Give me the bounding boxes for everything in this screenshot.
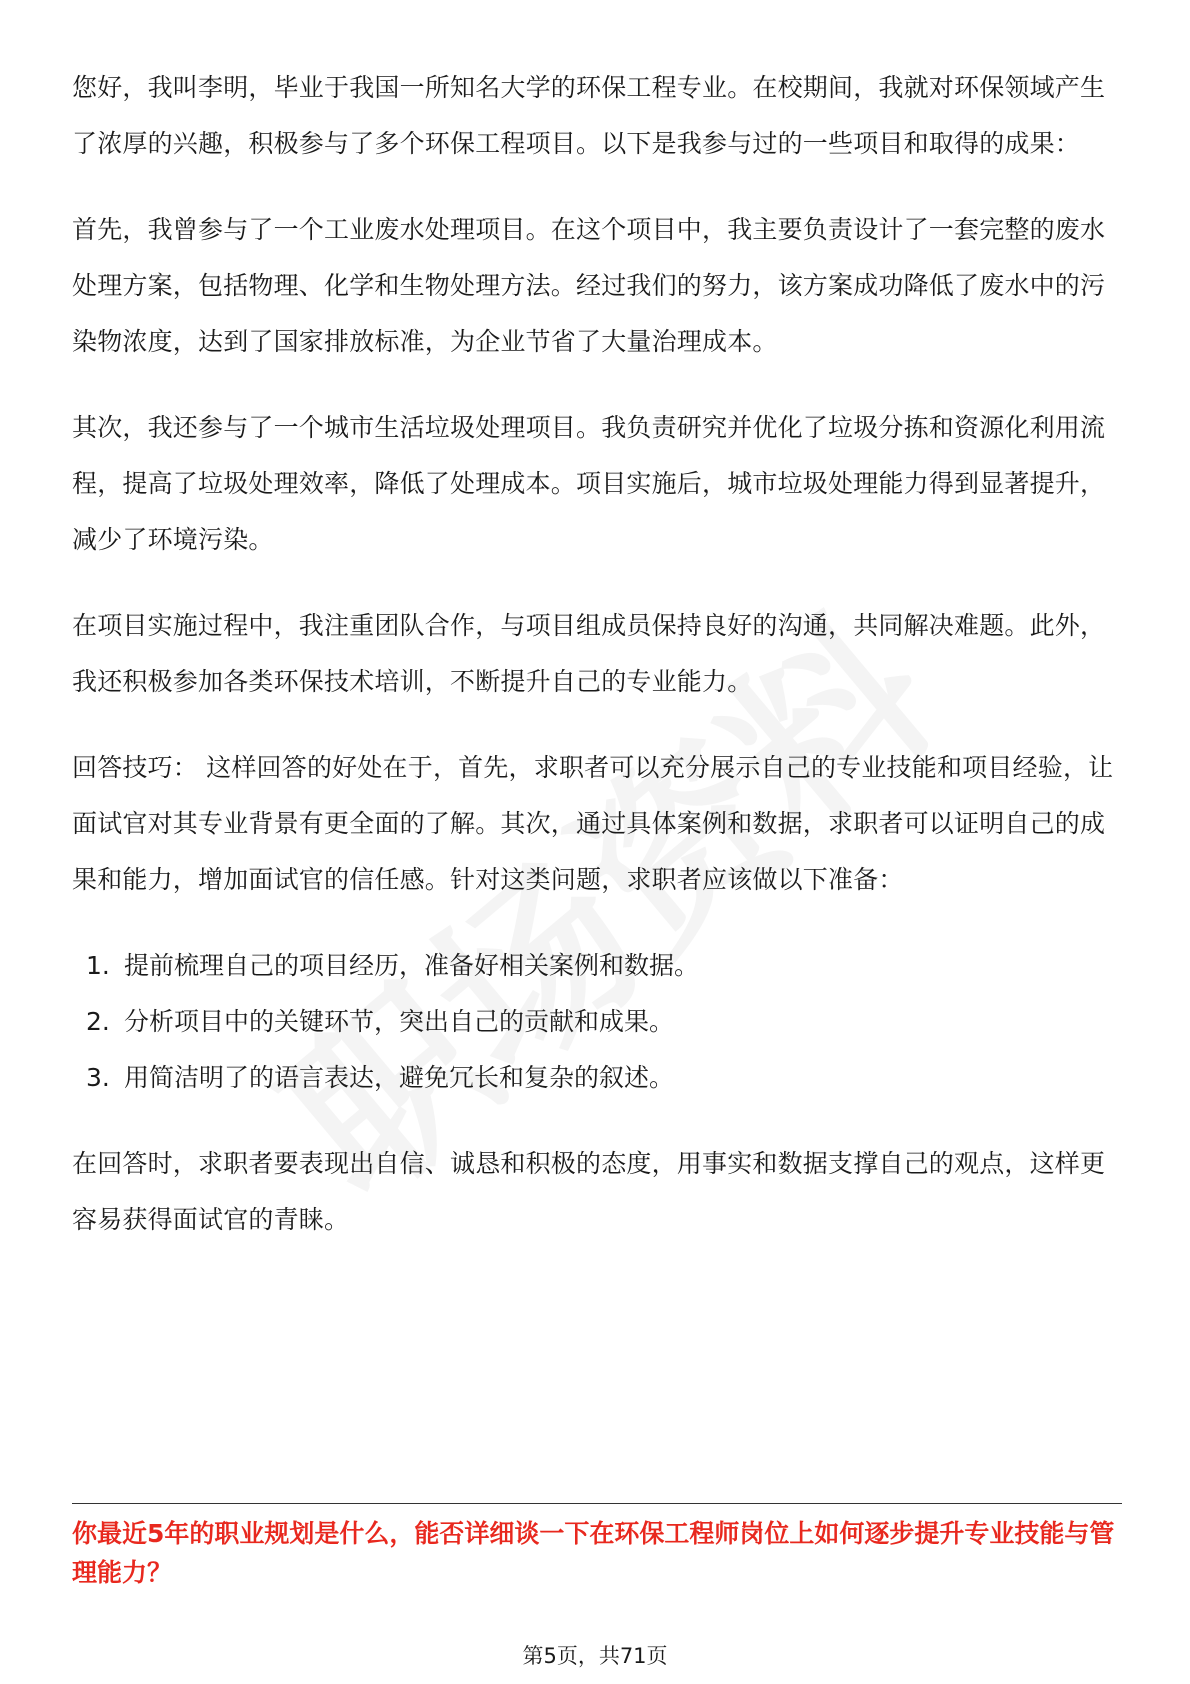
list-item — [72, 994, 1122, 1050]
list-item — [72, 1050, 1122, 1106]
document-body — [72, 60, 1122, 1248]
next-question-heading: 你最近5年的职业规划是什么，能否详细谈一下在环保工程师岗位上如何逐步提升专业技能与管理能力？ — [72, 1519, 1115, 1587]
list-text: 分析项目中的关键环节，突出自己的贡献和成果。 — [124, 1007, 675, 1036]
list-number: 2. — [86, 1007, 110, 1036]
section-divider — [72, 1503, 1122, 1504]
list-text: 用简洁明了的语言表达，避免冗长和复杂的叙述。 — [124, 1063, 675, 1092]
list-number: 1. — [86, 951, 110, 980]
preparation-list — [72, 938, 1122, 1106]
list-item — [72, 938, 1122, 994]
paragraph-conclusion: 在回答时，求职者要表现出自信、诚恳和积极的态度，用事实和数据支撑自己的观点，这样更容易获得面试官的青睐。 — [72, 1149, 1106, 1234]
paragraph-answer-tips: 回答技巧： 这样回答的好处在于，首先，求职者可以充分展示自己的专业技能和项目经验，让面试官对其专业背景有更全面的了解。其次，通过具体案例和数据，求职者可以证明自己的成果和能力，增加面试官的信任感。针对这类问题，求职者应该做以下准备： — [72, 753, 1114, 894]
paragraph-teamwork: 在项目实施过程中，我注重团队合作，与项目组成员保持良好的沟通，共同解决难题。此外，我还积极参加各类环保技术培训，不断提升自己的专业能力。 — [72, 611, 1106, 696]
paragraph-intro: 您好，我叫李明，毕业于我国一所知名大学的环保工程专业。在校期间，我就对环保领域产生了浓厚的兴趣，积极参与了多个环保工程项目。以下是我参与过的一些项目和取得的成果： — [72, 73, 1106, 158]
paragraph-garbage-project: 其次，我还参与了一个城市生活垃圾处理项目。我负责研究并优化了垃圾分拣和资源化利用流程，提高了垃圾处理效率，降低了处理成本。项目实施后，城市垃圾处理能力得到显著提升，减少了环境污染。 — [72, 413, 1106, 554]
list-number: 3. — [86, 1063, 110, 1092]
page-footer: 第5页，共71页 — [522, 1644, 668, 1668]
paragraph-wastewater-project: 首先，我曾参与了一个工业废水处理项目。在这个项目中，我主要负责设计了一套完整的废水处理方案，包括物理、化学和生物处理方法。经过我们的努力，该方案成功降低了废水中的污染物浓度，达到了国家排放标准，为企业节省了大量治理成本。 — [72, 215, 1106, 356]
list-text: 提前梳理自己的项目经历，准备好相关案例和数据。 — [124, 951, 700, 980]
